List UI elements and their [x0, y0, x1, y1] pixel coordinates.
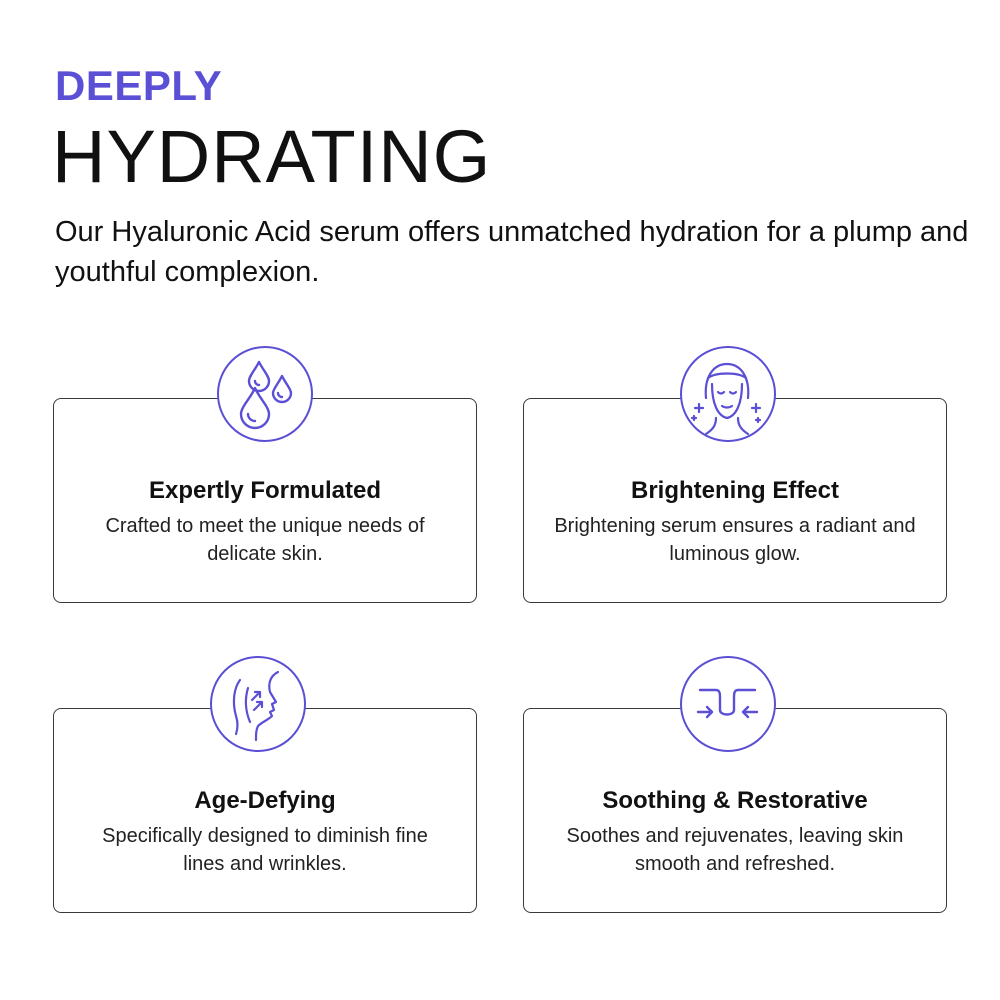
- eyebrow-heading: DEEPLY: [55, 62, 223, 109]
- page-subtitle: Our Hyaluronic Acid serum offers unmatched hydration for a plump and youthful complexion.: [55, 216, 969, 288]
- feature-description: Soothes and rejuvenates, leaving skin smooth and refreshed.: [566, 825, 904, 875]
- water-drops-icon: [217, 346, 313, 442]
- feature-title: Brightening Effect: [631, 477, 839, 504]
- feature-description: Specifically designed to diminish fine lines and wrinkles.: [102, 825, 428, 875]
- pore-tightening-icon: [680, 656, 776, 752]
- page-title: HYDRATING: [52, 115, 492, 198]
- glowing-face-icon: [680, 346, 776, 442]
- feature-title: Age-Defying: [194, 787, 336, 814]
- feature-title: Soothing & Restorative: [602, 787, 868, 814]
- feature-description: Crafted to meet the unique needs of delicate skin.: [105, 515, 425, 565]
- feature-title: Expertly Formulated: [148, 477, 382, 504]
- face-lift-icon: [210, 656, 306, 752]
- feature-description: Brightening serum ensures a radiant and luminous glow.: [554, 515, 916, 565]
